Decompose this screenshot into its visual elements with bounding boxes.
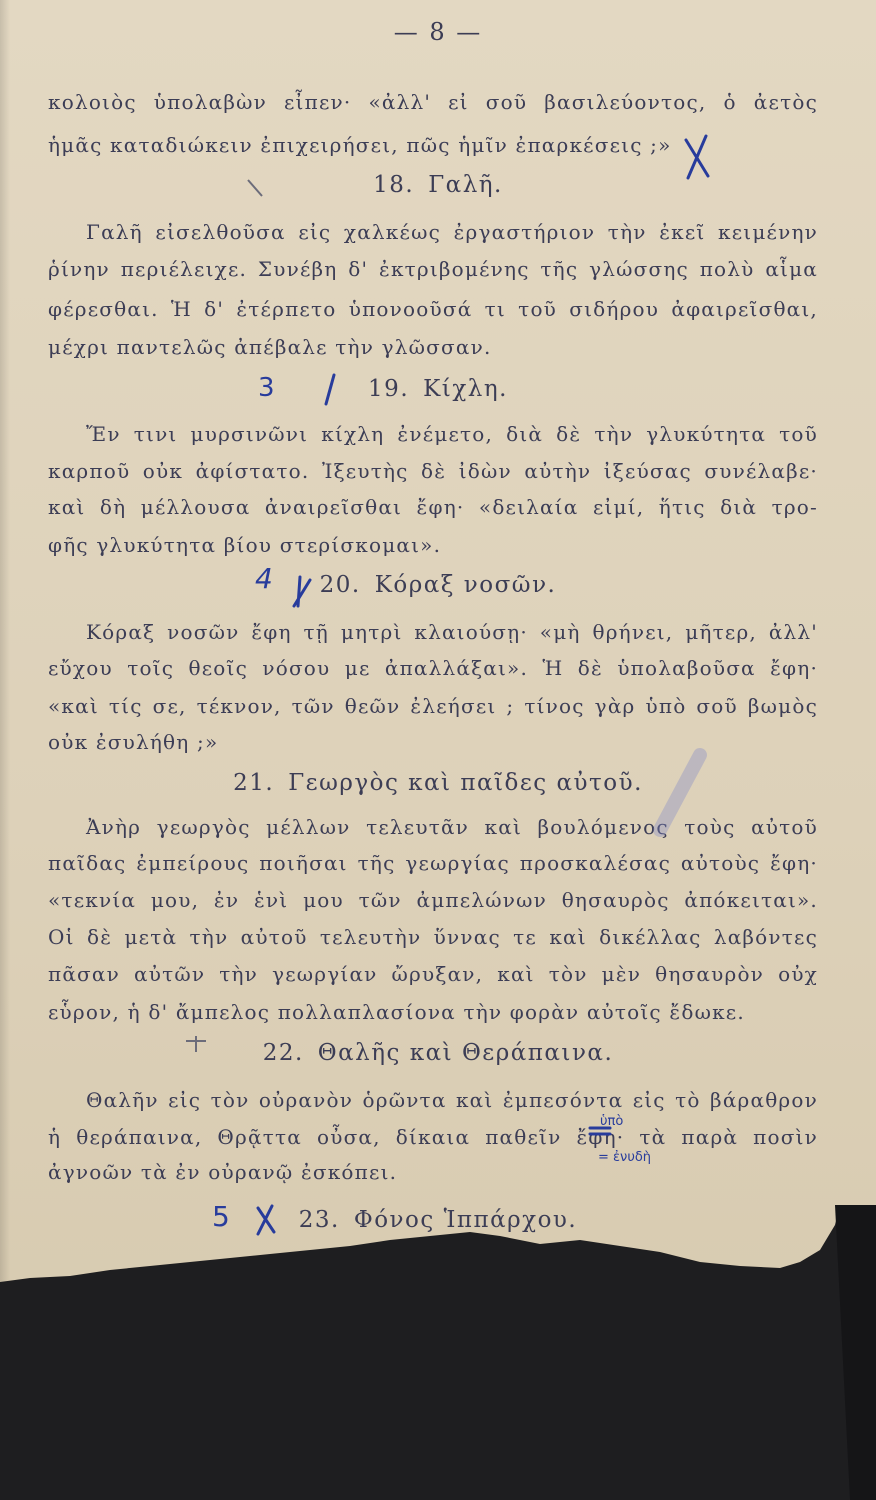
fable-title: Κίχλη. (423, 376, 508, 402)
margin-number: 4 (255, 562, 273, 595)
text-line: εὔχου τοῖς θεοῖς νόσου με ἀπαλλάξαι». Ἡ δὲ ὑπολαβοῦσα ἔφη· (48, 656, 818, 680)
text-line: ῥίνην περιέλειχε. Συνέβη δ' ἐκτριβομένης τῆς γλώσσης πολὺ αἷμα (48, 257, 818, 281)
text-line: Θαλῆν εἰς τὸν οὐρανὸν ὁρῶντα καὶ ἐμπεσόντα εἰς τὸ βάραθρον (86, 1088, 818, 1112)
text-line: καρποῦ οὐκ ἀφίστατο. Ἰξευτὴς δὲ ἰδὼν αὐτὴν ἰξεύσας συνέλαβε· (48, 459, 818, 483)
text-line: φέρεσθαι. Ἡ δ' ἐτέρπετο ὑπονοοῦσά τι τοῦ σιδήρου ἀφαιρεῖσθαι, (48, 297, 818, 321)
text-line: εὗρον, ἡ δ' ἄμπελος πολλαπλασίονα τὴν φορὰν αὐτοῖς ἔδωκε. (48, 1000, 745, 1024)
text-line: Κόραξ νοσῶν ἔφη τῇ μητρὶ κλαιούσῃ· «μὴ θρήνει, μῆτερ, ἀλλ' (86, 620, 818, 644)
fable-title: Γαλῆ. (428, 172, 503, 198)
text-line: Ἀνὴρ γεωργὸς μέλλων τελευτᾶν καὶ βουλόμενος τοὺς αὐτοῦ (86, 815, 818, 839)
pencil-note: = ἐνυδὴ (598, 1150, 652, 1165)
fable-number: 22. (262, 1040, 304, 1066)
fable-title: Γεωργὸς καὶ παῖδες αὐτοῦ. (288, 770, 643, 796)
fable-number: 20. (319, 572, 361, 598)
fable-number: 18. (373, 172, 415, 198)
fable-number: 23. (298, 1207, 340, 1233)
margin-number: 3 (258, 373, 275, 403)
text-line: «τεκνία μου, ἐν ἑνὶ μου τῶν ἀμπελώνων θησαυρὸς ἀπόκειται». (48, 888, 818, 912)
fable-title: Κόραξ νοσῶν. (374, 572, 557, 598)
text-line: Ἔν τινι μυρσινῶνι κίχλη ἐνέμετο, διὰ δὲ τὴν γλυκύτητα τοῦ (86, 422, 818, 446)
text-line: «καὶ τίς σε, τέκνον, τῶν θεῶν ἐλεήσει ; τίνος γὰρ ὑπὸ σοῦ βωμὸς (48, 694, 818, 718)
fable-number: 21. (233, 770, 275, 796)
text-line: πᾶσαν αὐτῶν τὴν γεωργίαν ὤρυξαν, καὶ τὸν μὲν θησαυρὸν οὐχ (48, 962, 818, 986)
text-line: Γαλῆ εἰσελθοῦσα εἰς χαλκέως ἐργαστήριον τὴν ἐκεῖ κειμένην (86, 220, 818, 244)
text-line: οὐκ ἐσυλήθη ;» (48, 730, 219, 754)
text-line: ἡ θεράπαινα, Θρᾷττα οὖσα, δίκαια παθεῖν ἔφη· τὰ παρὰ ποσὶν (48, 1125, 818, 1149)
margin-number: 5 (212, 1200, 230, 1233)
text-line: Οἱ δὲ μετὰ τὴν αὐτοῦ τελευτὴν ὕννας τε καὶ δικέλλας λαβόντες (48, 925, 818, 949)
text-line: ἀγνοῶν τὰ ἐν οὐρανῷ ἐσκόπει. (48, 1160, 398, 1184)
page-number: — 8 — (393, 18, 483, 46)
fable-title: Θαλῆς καὶ Θεράπαινα. (317, 1040, 614, 1066)
pencil-note: ὑπὸ (600, 1114, 624, 1129)
fable-title: Φόνος Ἱππάρχου. (353, 1207, 578, 1233)
text-line: φῆς γλυκύτητα βίου στερίσκομαι». (48, 533, 442, 557)
text-line: καὶ δὴ μέλλουσα ἀναιρεῖσθαι ἔφη· «δειλαία εἰμί, ἥτις διὰ τρο- (48, 495, 818, 519)
text-line: κολοιὸς ὑπολαβὼν εἶπεν· «ἀλλ' εἰ σοῦ βασιλεύοντος, ὁ ἀετὸς (48, 90, 818, 114)
text-line: μέχρι παντελῶς ἀπέβαλε τὴν γλῶσσαν. (48, 335, 492, 359)
fable-number: 19. (368, 376, 410, 402)
text-line: ἡμᾶς καταδιώκειν ἐπιχειρήσει, πῶς ἡμῖν ἐπαρκέσεις ;» (48, 133, 672, 157)
text-line: παῖδας ἐμπείρους ποιῆσαι τῆς γεωργίας προσκαλέσας αὐτοὺς ἔφη· (48, 851, 818, 875)
